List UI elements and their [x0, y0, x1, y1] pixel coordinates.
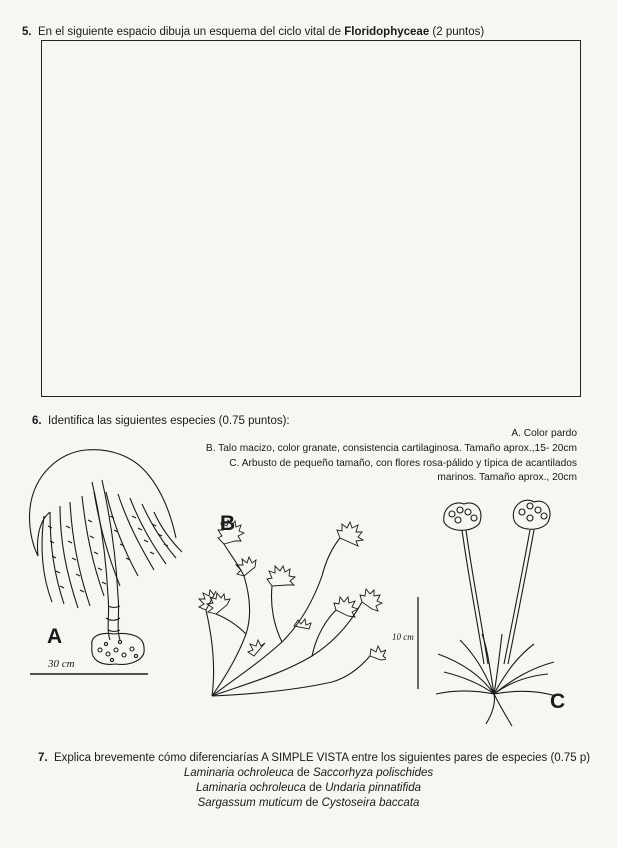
description-c: C. Arbusto de pequeño tamaño, con flores rosa-pálido y típica de acantilados: [229, 458, 577, 469]
species-pair-3: [0, 797, 617, 809]
figure-a-letter: A: [47, 625, 63, 648]
species-pair-3-b: Cystoseira baccata: [321, 797, 420, 809]
species-pair-2-b: Undaria pinnatifida: [325, 782, 422, 794]
species-pair-2-a: Laminaria ochroleuca: [195, 782, 306, 794]
question-5-bold-term: Floridophyceae: [344, 26, 430, 38]
figure-b-red-alga-illustration: [186, 506, 386, 706]
figure-a-scale-label: 30 cm: [48, 658, 75, 670]
species-pair-1-b: Saccorhyza polischides: [312, 767, 434, 779]
question-5-text: En el siguiente espacio dibuja un esquema del ciclo vital de: [37, 26, 342, 38]
question-5-number: 5.: [22, 26, 32, 38]
figure-c-letter: C: [550, 690, 566, 713]
species-pair-1-a: Laminaria ochroleuca: [183, 767, 294, 779]
question-6-text: Identifica las siguientes especies (0.75 puntos):: [47, 415, 290, 427]
species-pair-1: [0, 767, 617, 779]
question-7-heading: [38, 752, 590, 764]
species-pair-2-sep: de: [309, 782, 322, 794]
description-b: B. Talo macizo, color granate, consistencia cartilaginosa. Tamaño aprox.,15- 20cm: [205, 443, 577, 454]
species-pair-3-sep: de: [305, 797, 319, 809]
question-7-number: 7.: [38, 752, 48, 764]
question-6-number: 6.: [32, 415, 42, 427]
drawing-area[interactable]: [41, 40, 581, 397]
figure-b-letter: B: [220, 512, 236, 535]
question-5-heading: [22, 26, 484, 38]
species-pair-1-sep: de: [296, 767, 310, 779]
question-5-points: (2 puntos): [432, 26, 485, 38]
question-6-heading: [32, 415, 290, 427]
description-c-cont: marinos. Tamaño aprox., 20cm: [437, 472, 577, 483]
question-7-text: Explica brevemente cómo diferenciarías A SIMPLE VISTA entre los siguientes pares de especies (0.75 p): [53, 752, 591, 764]
figure-b-scale-label: 10 cm: [392, 632, 414, 642]
figure-c-flowering-plant-illustration: [430, 494, 560, 730]
species-pair-3-a: Sargassum muticum: [197, 797, 303, 809]
description-a: A. Color pardo: [511, 428, 577, 439]
figure-b-scale-bar: [416, 597, 420, 689]
species-pair-2: [0, 782, 617, 794]
figure-a-kelp-illustration: [20, 446, 190, 682]
